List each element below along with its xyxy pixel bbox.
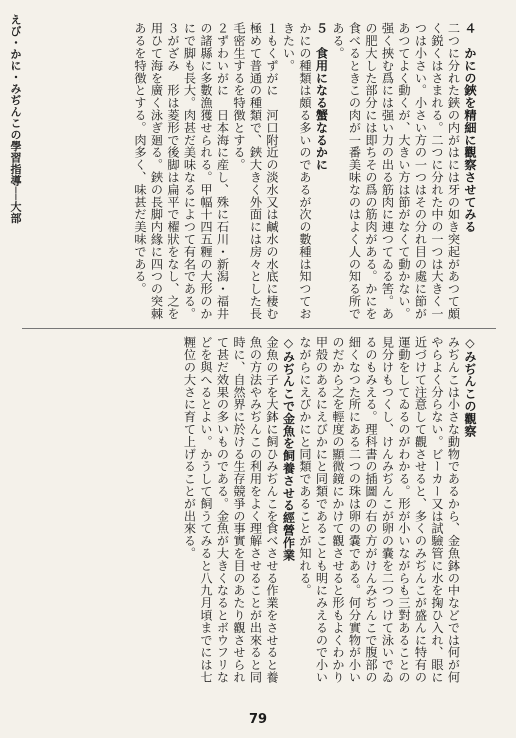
running-head: えび・かに・みぢんこの學習指導──大部	[9, 14, 22, 224]
daphnia-observation-heading: ◇みぢんこの觀察	[463, 336, 477, 437]
crab-item-2: ２ずわいがに 日本海に産し、殊に石川・新潟・福井の諸縣に多數漁獲せられる。甲幅十四五糎の大形のかにで脚も長大。肉甚だ美味なるによつて有名である。	[182, 22, 230, 320]
daphnia-observation-body: みぢんこは小さな動物であるから、金魚鉢の中などでは何が何やらよく分らない。ビーカー又は試驗管に水を掬ひ入れ、眼に近づけて注意して觀させると、多くのみぢんこが盛んに特有の運動をしてゐるのがわかる。形が小いながらも三對あることの見分けもつくし、けんみぢんこが卵の嚢を二つつけて泳いでゐるのもみえる。理科書の插圖の右の方がけんみぢんこで腹部の細くなつた所にある二つの珠は卵の嚢である。何分實物が小いのだから之を輕度の顯微鏡にかけて觀させると形もよくわかり甲殻のあるにえびかにと同類であることも明にみえるので小いながらにえびかにと同類であることが知れる。	[298, 336, 461, 684]
goldfish-rearing-body: 金魚の子を大鉢に飼ひみぢんこを食べさせる作業をさせると養魚の方法やみぢんこの利用をよく理解させることが出來ると同時に、自然界に於ける生存競爭の事實を目のあたり觀させられて甚だ效果の多いものである。金魚が大きくなるとボウフリなどを與へるとよい。かうして飼うてみると八九月頃までには七糎位の大さに育て上げることが出來る。	[182, 336, 279, 684]
page-number: 79	[248, 712, 268, 727]
top-column	[26, 22, 478, 324]
goldfish-rearing-heading: ◇みぢんこで金魚を飼養させる經營作業	[281, 336, 296, 561]
section-4-body: 二つに分れた鋏の内がはには牙の如き突起があつて頗く鋭くはさまれる。二つに分れた中の一つは大きく一つは小さい。小さい方の一つはその分れ目の處に節があつてよく動くが、大きい方は節がなくて動かない。强く挾む爲には强い力の出る筋肉に連つてゐる筈。あの肥大した部分には即ちその爲の筋肉がある。かにを食べるときこの肉が一番美味なのはよく人の知る所である。	[331, 22, 461, 320]
bottom-column	[26, 336, 478, 688]
crab-item-3: ３がざみ 形は菱形で後脚は扁平で櫂狀をなし、之を用ひて海を廣く泳ぎ廻る。鋏の長脚内緣に四つの突棘あるを特徴とする。肉多く、味甚だ美味である。	[133, 22, 180, 320]
section-4-heading: ４ かにの鋏を精細に觀察させてみる	[463, 22, 477, 233]
section-5-intro: かにの種類は頗る多いのであるが次の數種は知つておきたい。	[281, 22, 312, 320]
section-5-heading: ５ 食用になる蟹なるかに	[314, 22, 329, 171]
crab-item-1: １もくずがに 河口附近の淡水又は鹹水の水底に棲む極めて普通の種類で、鋏大きく外面には房々とした長毛密生するを特徴とする。	[232, 22, 279, 320]
section-divider	[22, 328, 496, 329]
